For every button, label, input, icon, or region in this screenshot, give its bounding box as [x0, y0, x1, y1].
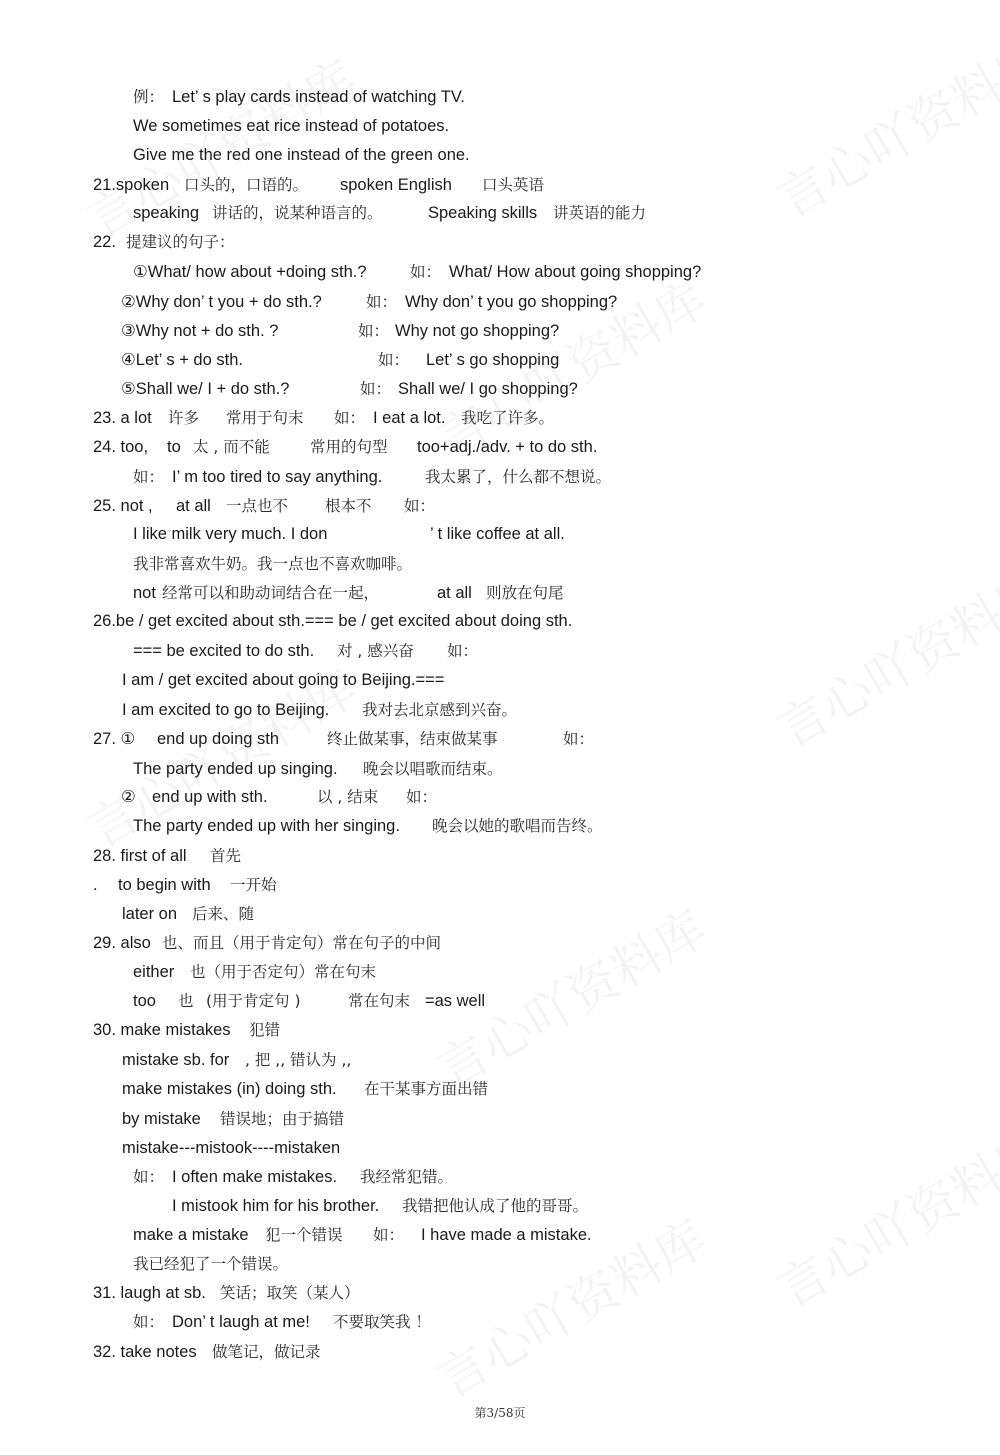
- page-number: 第3/58页: [474, 1406, 526, 1420]
- chinese-text: 以 , 结束: [317, 788, 379, 806]
- chinese-text: 也、而且（用于肯定句）常在句子的中间: [162, 934, 442, 952]
- chinese-text: 例：: [133, 88, 165, 106]
- english-text: 25. not ,: [93, 497, 153, 515]
- text-line: [0, 990, 1000, 1019]
- english-text: I have made a mistake.: [421, 1226, 592, 1244]
- english-text: ①What/ how about +doing sth.?: [133, 263, 367, 281]
- text-line: [0, 699, 1000, 728]
- chinese-text: 讲话的，说某种语言的。: [212, 204, 383, 222]
- english-text: not: [133, 584, 156, 602]
- english-text: 21.spoken: [93, 176, 170, 194]
- english-text: ’ t like coffee at all.: [430, 525, 565, 543]
- text-line: [0, 932, 1000, 961]
- english-text: I am excited to go to Beijing.: [122, 701, 330, 719]
- text-line: [0, 669, 1000, 698]
- text-line: [0, 961, 1000, 990]
- chinese-text: 如：: [563, 730, 595, 748]
- chinese-text: 如：: [447, 642, 479, 660]
- text-line: [0, 1195, 1000, 1224]
- text-line: [0, 1049, 1000, 1078]
- chinese-text: 犯一个错误: [265, 1226, 343, 1244]
- english-text: Let’ s play cards instead of watching TV.: [172, 88, 465, 106]
- english-text: ⑤Shall we/ I + do sth.?: [121, 380, 290, 398]
- chinese-text: 首先: [210, 847, 242, 865]
- chinese-text: 经常可以和助动词结合在一起，: [162, 584, 380, 602]
- text-line: [0, 523, 1000, 552]
- text-line: [0, 786, 1000, 815]
- chinese-text: 笑话；取笑（某人）: [220, 1284, 360, 1302]
- text-line: [0, 115, 1000, 144]
- chinese-text: 口头英语: [482, 176, 545, 194]
- english-text: at all: [437, 584, 472, 602]
- chinese-text: 如：: [334, 409, 366, 427]
- english-text: Shall we/ I go shopping?: [398, 380, 578, 398]
- chinese-text: 提建议的句子：: [126, 233, 235, 251]
- english-text: end up doing sth: [157, 730, 280, 748]
- english-text: 32. take notes: [93, 1343, 197, 1361]
- chinese-text: 如：: [410, 263, 442, 281]
- english-text: 30. make mistakes: [93, 1021, 231, 1039]
- text-line: [0, 553, 1000, 582]
- english-text: ③Why not + do sth. ?: [121, 322, 279, 340]
- english-text: later on: [122, 905, 178, 923]
- english-text: 31. laugh at sb.: [93, 1284, 206, 1302]
- chinese-text: 我吃了许多。: [461, 409, 555, 427]
- english-text: to begin with: [118, 876, 211, 894]
- english-text: Let’ s go shopping: [426, 351, 560, 369]
- english-text: I mistook him for his brother.: [172, 1197, 380, 1215]
- text-line: [0, 845, 1000, 874]
- english-text: The party ended up singing.: [133, 760, 338, 778]
- chinese-text: 如：: [373, 1226, 405, 1244]
- chinese-text: 我太累了，什么都不想说。: [425, 468, 612, 486]
- chinese-text: 讲英语的能力: [553, 204, 647, 222]
- english-text: at all: [176, 497, 211, 515]
- text-line: [0, 582, 1000, 611]
- chinese-text: 如：: [133, 1168, 165, 1186]
- text-line: [0, 495, 1000, 524]
- text-line: [0, 466, 1000, 495]
- text-line: [0, 320, 1000, 349]
- text-line: [0, 291, 1000, 320]
- text-line: [0, 378, 1000, 407]
- chinese-text: 如：: [406, 788, 438, 806]
- chinese-text: 不要取笑我 ！: [333, 1313, 431, 1331]
- english-text: The party ended up with her singing.: [133, 817, 400, 835]
- text-line: [0, 261, 1000, 290]
- chinese-text: 后来、随: [192, 905, 255, 923]
- english-text: speaking: [133, 204, 200, 222]
- chinese-text: 常在句末: [348, 992, 411, 1010]
- text-line: [0, 349, 1000, 378]
- english-text: 23. a lot: [93, 409, 152, 427]
- english-text: mistake---mistook----mistaken: [122, 1139, 341, 1157]
- english-text: Why not go shopping?: [395, 322, 560, 340]
- english-text: too+adj./adv. + to do sth.: [417, 438, 598, 456]
- chinese-text: 许多: [168, 409, 200, 427]
- english-text: Why don’ t you go shopping?: [405, 293, 618, 311]
- text-line: [0, 1253, 1000, 1282]
- english-text: spoken English: [340, 176, 452, 194]
- chinese-text: 我非常喜欢牛奶。我一点也不喜欢咖啡。: [133, 555, 413, 573]
- chinese-text: 犯错: [249, 1021, 281, 1039]
- chinese-text: 对 , 感兴奋: [337, 642, 414, 660]
- chinese-text: 我已经犯了一个错误。: [133, 1255, 289, 1273]
- text-line: [0, 874, 1000, 903]
- english-text: 26.be / get excited about sth.=== be / get excited about doing sth.: [93, 612, 573, 630]
- english-text: 28. first of all: [93, 847, 187, 865]
- chinese-text: 也: [178, 992, 194, 1010]
- english-text: make mistakes (in) doing sth.: [122, 1080, 337, 1098]
- text-line: [0, 903, 1000, 932]
- text-line: [0, 728, 1000, 757]
- text-line: [0, 407, 1000, 436]
- english-text: make a mistake: [133, 1226, 249, 1244]
- chinese-text: 晚会以她的歌唱而告终。: [432, 817, 603, 835]
- english-text: We sometimes eat rice instead of potatoes.: [133, 117, 450, 135]
- english-text: ②: [121, 788, 136, 806]
- text-line: [0, 640, 1000, 669]
- chinese-text: (用于肯定句 ): [206, 992, 301, 1010]
- english-text: 29. also: [93, 934, 151, 952]
- text-line: [0, 1282, 1000, 1311]
- text-line: [0, 1019, 1000, 1048]
- english-text: ④Let’ s + do sth.: [121, 351, 243, 369]
- text-line: [0, 174, 1000, 203]
- chinese-text: 口头的，口语的。: [184, 176, 309, 194]
- chinese-text: 则放在句尾: [486, 584, 564, 602]
- text-line: [0, 231, 1000, 260]
- text-line: [0, 758, 1000, 787]
- english-text: I like milk very much. I don: [133, 525, 328, 543]
- english-text: mistake sb. for: [122, 1051, 230, 1069]
- chinese-text: 我对去北京感到兴奋。: [362, 701, 518, 719]
- english-text: ②Why don’ t you + do sth.?: [121, 293, 322, 311]
- chinese-text: 我错把他认成了他的哥哥。: [402, 1197, 589, 1215]
- chinese-text: 一点也不: [226, 497, 289, 515]
- english-text: Give me the red one instead of the green one.: [133, 146, 470, 164]
- chinese-text: 如：: [360, 380, 392, 398]
- chinese-text: 常用的句型: [310, 438, 388, 456]
- chinese-text: 根本不: [325, 497, 372, 515]
- english-text: 27. ①: [93, 730, 136, 748]
- chinese-text: 太 , 而不能: [193, 438, 270, 456]
- chinese-text: 晚会以唱歌而结束。: [363, 760, 503, 778]
- text-line: [0, 1078, 1000, 1107]
- english-text: to: [167, 438, 181, 456]
- chinese-text: 也（用于否定句）常在句末: [190, 963, 377, 981]
- english-text: by mistake: [122, 1110, 201, 1128]
- english-text: .: [93, 876, 98, 894]
- english-text: Don’ t laugh at me!: [172, 1313, 310, 1331]
- text-line: [0, 436, 1000, 465]
- chinese-text: 在干某事方面出错: [364, 1080, 489, 1098]
- english-text: 22.: [93, 233, 116, 251]
- chinese-text: 如：: [378, 351, 410, 369]
- text-line: [0, 1166, 1000, 1195]
- text-line: [0, 86, 1000, 115]
- english-text: I’ m too tired to say anything.: [172, 468, 383, 486]
- text-line: [0, 1341, 1000, 1370]
- chinese-text: 如：: [133, 468, 165, 486]
- chinese-text: 如：: [133, 1313, 165, 1331]
- english-text: I often make mistakes.: [172, 1168, 338, 1186]
- text-line: [0, 1224, 1000, 1253]
- english-text: === be excited to do sth.: [133, 642, 315, 660]
- chinese-text: 如：: [366, 293, 398, 311]
- text-line: [0, 815, 1000, 844]
- chinese-text: 做笔记，做记录: [212, 1343, 321, 1361]
- english-text: 24. too,: [93, 438, 149, 456]
- english-text: too: [133, 992, 156, 1010]
- chinese-text: 终止做某事，结束做某事: [327, 730, 498, 748]
- chinese-text: 如：: [358, 322, 390, 340]
- english-text: either: [133, 963, 175, 981]
- text-line: [0, 1137, 1000, 1166]
- text-line: [0, 1108, 1000, 1137]
- english-text: I eat a lot.: [373, 409, 446, 427]
- chinese-text: 常用于句末: [226, 409, 304, 427]
- text-line: [0, 144, 1000, 173]
- text-line: [0, 610, 1000, 639]
- english-text: I am / get excited about going to Beijing.===: [122, 671, 445, 689]
- chinese-text: 我经常犯错。: [360, 1168, 454, 1186]
- english-text: Speaking skills: [428, 204, 538, 222]
- chinese-text: 错误地；由于搞错: [220, 1110, 345, 1128]
- chinese-text: , 把 ,, 错认为 ,,: [245, 1051, 352, 1069]
- text-line: [0, 202, 1000, 231]
- text-line: [0, 1311, 1000, 1340]
- english-text: end up with sth.: [152, 788, 268, 806]
- chinese-text: 一开始: [230, 876, 277, 894]
- chinese-text: 如：: [404, 497, 436, 515]
- english-text: =as well: [425, 992, 486, 1010]
- english-text: What/ How about going shopping?: [449, 263, 702, 281]
